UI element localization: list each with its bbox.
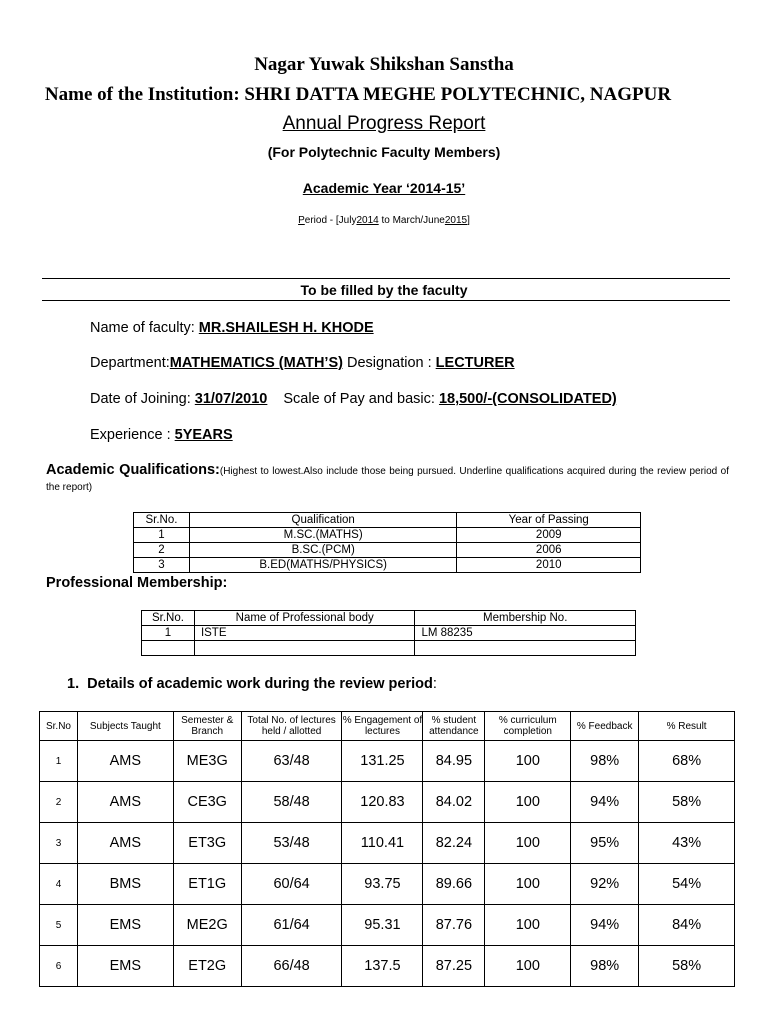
column-header: Sr.No. — [142, 611, 195, 626]
table-cell: AMS — [77, 782, 173, 823]
table-cell: 58% — [639, 946, 735, 987]
table-header-row — [40, 712, 735, 741]
table-row — [40, 946, 735, 987]
table-cell: 87.25 — [423, 946, 485, 987]
column-header: % student attendance — [423, 712, 485, 741]
table-cell: ME2G — [173, 905, 241, 946]
table-cell: 53/48 — [241, 823, 342, 864]
table-cell: BMS — [77, 864, 173, 905]
table-cell: 84.02 — [423, 782, 485, 823]
report-title: Annual Progress Report — [282, 113, 486, 134]
joining-pay-field — [90, 391, 617, 407]
table-cell: 66/48 — [241, 946, 342, 987]
academic-year: Academic Year ‘2014-15’ — [302, 180, 466, 196]
faculty-name-value: MR.SHAILESH H. KHODE — [198, 320, 374, 336]
report-period — [0, 215, 768, 226]
table-cell: ME3G — [173, 741, 241, 782]
organization-name: Nagar Yuwak Shikshan Sanstha — [254, 54, 514, 75]
table-cell: M.SC.(MATHS) — [189, 528, 457, 543]
column-header: Membership No. — [415, 611, 636, 626]
table-cell: 58% — [639, 782, 735, 823]
table-cell: 84.95 — [423, 741, 485, 782]
table-cell: ET3G — [173, 823, 241, 864]
period-part: to March/June — [378, 215, 445, 226]
table-cell: 100 — [485, 823, 571, 864]
table-cell: 3 — [40, 823, 78, 864]
column-header: % Engagement of lectures — [342, 712, 423, 741]
academic-qualifications-intro — [46, 462, 729, 496]
table-row — [142, 641, 636, 656]
table-cell: 2006 — [457, 543, 641, 558]
section-title: To be filled by the faculty — [300, 282, 468, 298]
qualifications-table — [133, 512, 641, 573]
table-row — [134, 558, 641, 573]
professional-membership-heading: Professional Membership: — [46, 575, 228, 591]
academic-qualifications-heading: Academic Qualifications: — [46, 462, 220, 478]
period-part: 2015 — [444, 215, 468, 226]
table-row — [134, 543, 641, 558]
table-header-row — [134, 513, 641, 528]
table-cell: 82.24 — [423, 823, 485, 864]
table-cell: B.ED(MATHS/PHYSICS) — [189, 558, 457, 573]
experience-field — [90, 427, 233, 443]
table-cell: 131.25 — [342, 741, 423, 782]
table-cell: 100 — [485, 782, 571, 823]
field-label: Department: — [90, 355, 170, 371]
table-cell: 95.31 — [342, 905, 423, 946]
table-cell: 93.75 — [342, 864, 423, 905]
table-cell: 94% — [571, 905, 639, 946]
academic-qualifications-note: (Highest to lowest.Also include those being pursued. Underline qualifications acquired during the review period of the report) — [46, 466, 729, 493]
table-cell: 54% — [639, 864, 735, 905]
table-cell: AMS — [77, 741, 173, 782]
table-header-row — [142, 611, 636, 626]
table-cell: 2 — [134, 543, 190, 558]
table-cell: LM 88235 — [415, 626, 636, 641]
table-cell: 98% — [571, 741, 639, 782]
table-cell: 100 — [485, 946, 571, 987]
table-cell: 61/64 — [241, 905, 342, 946]
column-header: Sr.No — [40, 712, 78, 741]
table-cell: 43% — [639, 823, 735, 864]
field-label: Name of faculty: — [90, 320, 199, 336]
table-row — [40, 782, 735, 823]
table-cell: 120.83 — [342, 782, 423, 823]
table-row — [134, 528, 641, 543]
field-label: Scale of Pay and basic: — [283, 391, 439, 407]
report-subtitle: (For Polytechnic Faculty Members) — [267, 144, 501, 160]
field-label: Designation : — [342, 355, 436, 371]
column-header: Year of Passing — [457, 513, 641, 528]
table-cell: 89.66 — [423, 864, 485, 905]
table-cell: 100 — [485, 864, 571, 905]
faculty-name-field — [90, 320, 374, 336]
designation-value: LECTURER — [435, 355, 515, 371]
table-cell: ISTE — [194, 626, 415, 641]
table-row — [40, 741, 735, 782]
field-label: Date of Joining: — [90, 391, 195, 407]
column-header: Qualification — [189, 513, 457, 528]
column-header: Subjects Taught — [77, 712, 173, 741]
table-cell: 95% — [571, 823, 639, 864]
table-cell: 3 — [134, 558, 190, 573]
department-field — [90, 355, 515, 371]
institution-name: Name of the Institution: SHRI DATTA MEGHE POLYTECHNIC, NAGPUR — [44, 84, 672, 105]
table-row — [142, 626, 636, 641]
table-cell: 100 — [485, 905, 571, 946]
table-cell: EMS — [77, 905, 173, 946]
table-cell: 110.41 — [342, 823, 423, 864]
period-part: P — [298, 215, 305, 226]
table-row — [40, 864, 735, 905]
academic-work-rows — [40, 741, 735, 987]
table-cell — [194, 641, 415, 656]
table-row — [40, 905, 735, 946]
table-cell: 4 — [40, 864, 78, 905]
divider-bottom — [42, 300, 730, 301]
table-cell: AMS — [77, 823, 173, 864]
table-cell: ET1G — [173, 864, 241, 905]
table-cell: 58/48 — [241, 782, 342, 823]
column-header: Sr.No. — [134, 513, 190, 528]
table-cell: 87.76 — [423, 905, 485, 946]
table-row — [40, 823, 735, 864]
table-cell: 63/48 — [241, 741, 342, 782]
table-cell — [415, 641, 636, 656]
table-cell: ET2G — [173, 946, 241, 987]
column-header: % Feedback — [571, 712, 639, 741]
table-cell: 6 — [40, 946, 78, 987]
table-cell — [142, 641, 195, 656]
column-header: % curriculum completion — [485, 712, 571, 741]
table-cell: 1 — [134, 528, 190, 543]
column-header: % Result — [639, 712, 735, 741]
period-part: eriod - [July — [304, 215, 357, 226]
table-cell: 98% — [571, 946, 639, 987]
table-cell: 92% — [571, 864, 639, 905]
table-cell: 94% — [571, 782, 639, 823]
table-cell: 2 — [40, 782, 78, 823]
column-header: Name of Professional body — [194, 611, 415, 626]
table-cell: 1 — [142, 626, 195, 641]
period-part: 2014 — [356, 215, 379, 226]
department-value: MATHEMATICS (MATH’S) — [169, 355, 343, 371]
section-heading-text: Details of academic work during the review period — [87, 676, 433, 692]
joining-date-value: 31/07/2010 — [194, 391, 268, 407]
divider-top — [42, 278, 730, 279]
table-cell: 2010 — [457, 558, 641, 573]
field-label: Experience : — [90, 427, 175, 443]
table-cell: 137.5 — [342, 946, 423, 987]
table-cell: 2009 — [457, 528, 641, 543]
experience-value: 5YEARS — [174, 427, 233, 443]
table-cell: CE3G — [173, 782, 241, 823]
heading-colon: : — [432, 676, 437, 692]
table-cell: 5 — [40, 905, 78, 946]
column-header: Total No. of lectures held / allotted — [241, 712, 342, 741]
table-cell: 100 — [485, 741, 571, 782]
table-cell: 60/64 — [241, 864, 342, 905]
period-part: ] — [467, 215, 470, 226]
table-cell: EMS — [77, 946, 173, 987]
table-cell: B.SC.(PCM) — [189, 543, 457, 558]
academic-work-table — [39, 711, 735, 987]
section-number: 1. — [67, 676, 80, 692]
membership-table — [141, 610, 636, 656]
table-cell: 84% — [639, 905, 735, 946]
column-header: Semester & Branch — [173, 712, 241, 741]
pay-value: 18,500/-(CONSOLIDATED) — [438, 391, 617, 407]
table-cell: 1 — [40, 741, 78, 782]
table-cell: 68% — [639, 741, 735, 782]
academic-work-heading — [67, 676, 437, 692]
